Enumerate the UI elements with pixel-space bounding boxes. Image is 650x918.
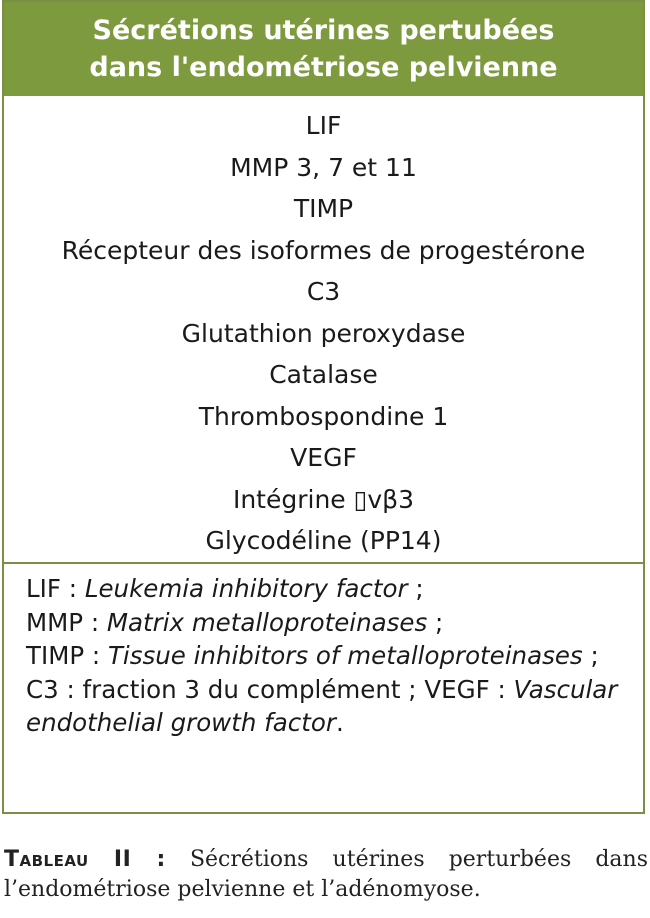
timp-definition: Tissue inhibitors of metalloproteinases	[107, 641, 583, 670]
list-item: Glycodéline (PP14)	[205, 526, 442, 555]
secretions-table	[2, 0, 645, 814]
caption-text: Sécrétions utérines perturbées dans l’endométriose pelvienne et l’adénomyose.	[4, 847, 649, 902]
table-header	[4, 2, 643, 96]
secretions-list	[4, 96, 643, 564]
vegf-abbreviation: VEGF :	[424, 674, 514, 704]
caption-label: Tableau II :	[4, 847, 166, 872]
list-item: VEGF	[290, 443, 357, 472]
footnote-end: .	[335, 708, 344, 737]
table-caption	[4, 845, 648, 905]
table-header-line-1: Sécrétions utérines pertubées	[92, 15, 555, 46]
separator: ;	[427, 607, 444, 637]
abbreviations-footnote	[4, 564, 643, 740]
list-item: Intégrine ▯vβ3	[232, 484, 415, 514]
mmp-abbreviation: MMP :	[26, 607, 107, 637]
list-item: TIMP	[293, 194, 354, 223]
separator: ;	[582, 641, 599, 670]
list-item: Thrombospondine 1	[198, 401, 449, 431]
list-item: Catalase	[269, 360, 378, 389]
separator: ;	[407, 574, 424, 603]
mmp-definition: Matrix metalloproteinases	[106, 607, 428, 637]
list-item: MMP 3, 7 et 11	[230, 152, 417, 182]
table-header-line-2: dans l'endométriose pelvienne	[89, 52, 558, 83]
list-item: LIF	[305, 111, 342, 140]
lif-definition: Leukemia inhibitory factor	[84, 574, 408, 603]
c3-note: C3 : fraction 3 du complément ;	[26, 674, 425, 704]
list-item: C3	[306, 277, 341, 306]
timp-abbreviation: TIMP :	[26, 641, 108, 670]
vegf-definition: Vascular endothelial growth factor	[26, 674, 618, 737]
lif-abbreviation: LIF :	[26, 574, 85, 603]
list-item: Récepteur des isoformes de progestérone	[61, 235, 586, 265]
list-item: Glutathion peroxydase	[181, 318, 466, 348]
